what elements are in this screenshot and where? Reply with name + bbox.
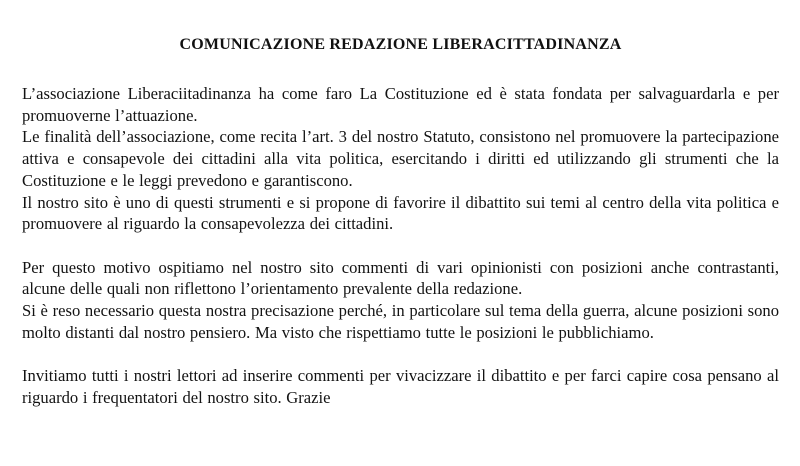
paragraph-association-intro: L’associazione Liberaciitadinanza ha come faro La Costituzione ed è stata fondata per salvaguardarla e per promuoverne l’attuazione. — [22, 84, 779, 125]
paragraph-reader-invitation: Invitiamo tutti i nostri lettori ad inserire commenti per vivacizzare il dibattito e per farci capire cosa pensano al riguardo i frequentatori del nostro sito. Grazie — [22, 366, 779, 407]
paragraph-opinion-diversity: Per questo motivo ospitiamo nel nostro sito commenti di vari opinionisti con posizioni anche contrastanti, alcune delle quali non riflettono l’orientamento prevalente della redazione. — [22, 257, 779, 299]
paragraph-site-purpose: Il nostro sito è uno di questi strumenti e si propone di favorire il dibattito sui temi al centro della vita politica e promuovere al riguardo la consapevolezza dei cittadini. — [22, 192, 779, 234]
document-title: COMUNICAZIONE REDAZIONE LIBERACITTADINANZA — [179, 36, 622, 53]
paragraph-statute-goals: Le finalità dell’associazione, come recita l’art. 3 del nostro Statuto, consistono nel promuovere la partecipazione attiva e consapevole dei cittadini alla vita politica, esercitando i diritti ed utilizzando gli strumenti che la Costituzione e le leggi prevedono e garantiscono. — [22, 127, 779, 190]
document-body — [22, 83, 779, 409]
paragraph-clarification: Si è reso necessario questa nostra precisazione perché, in particolare sul tema della guerra, alcune posizioni sono molto distanti dal nostro pensiero. Ma visto che rispettiamo tutte le posizioni le pubblichiamo. — [22, 301, 779, 342]
